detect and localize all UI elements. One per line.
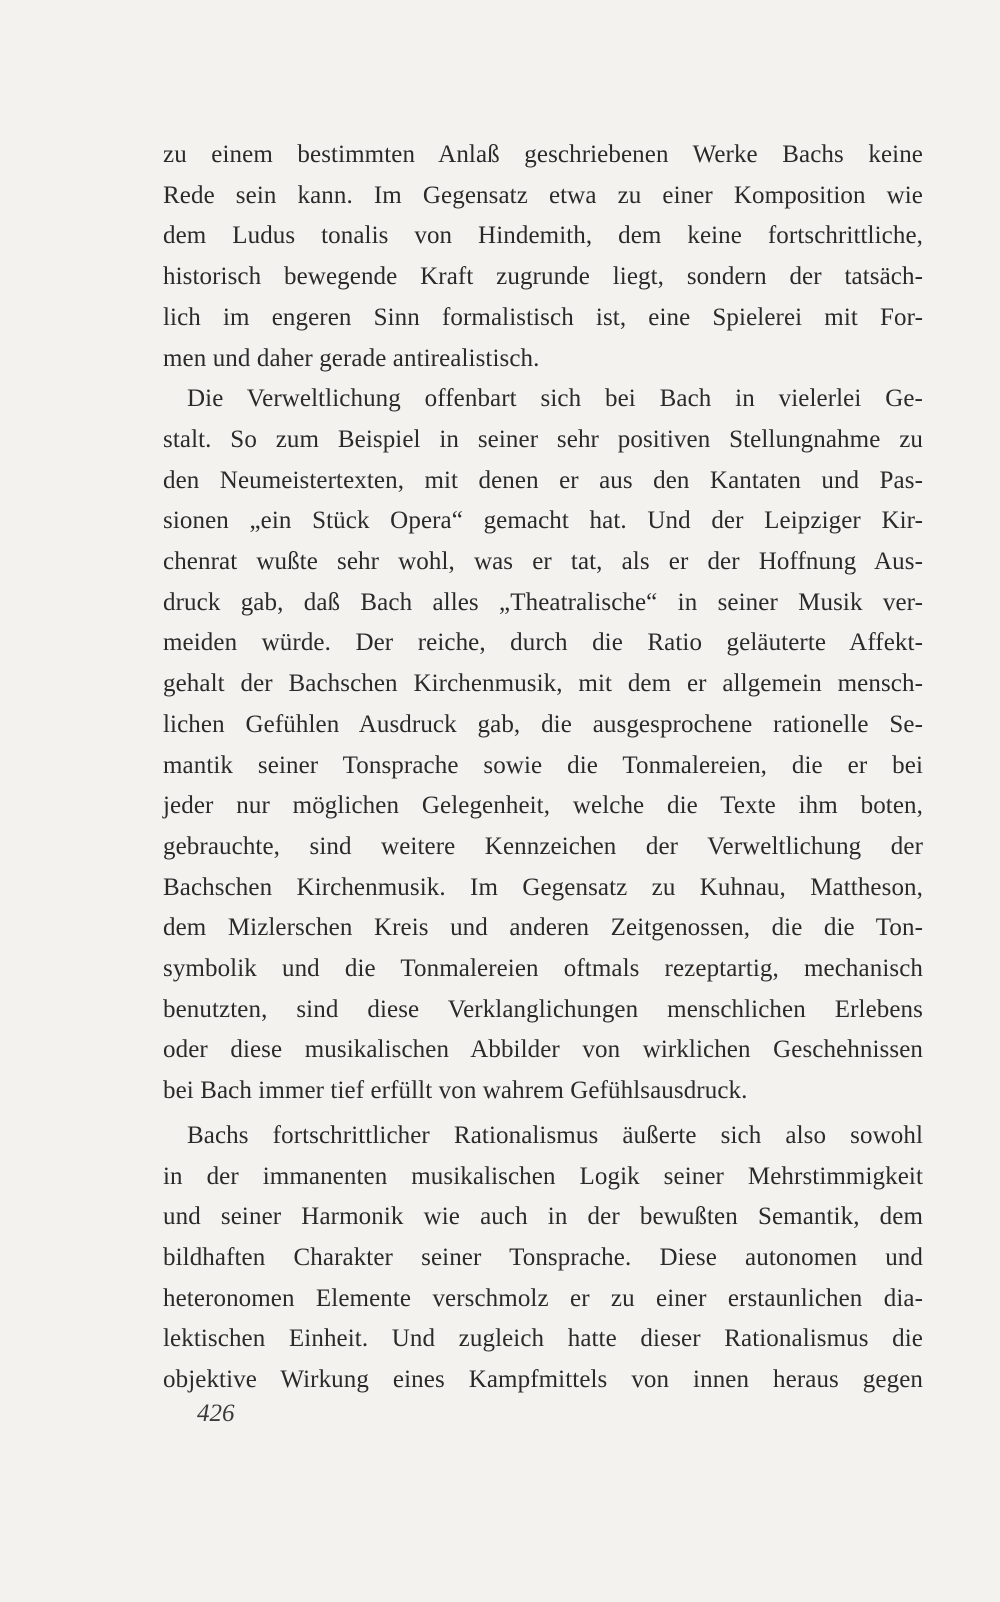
text-line: men und daher gerade antirealistisch. <box>163 344 540 372</box>
text-line: symbolik und die Tonmalereien oftmals rezeptartig, mechanisch <box>163 955 923 983</box>
text-line: bildhaften Charakter seiner Tonsprache. Diese autonomen und <box>163 1243 923 1271</box>
text-line: druck gab, daß Bach alles „Theatralische“ in seiner Musik ver- <box>163 588 923 616</box>
text-line: und seiner Harmonik wie auch in der bewußten Semantik, dem <box>163 1203 923 1231</box>
paragraph-2 <box>163 379 923 1112</box>
text-line: Rede sein kann. Im Gegensatz etwa zu einer Komposition wie <box>163 181 923 209</box>
text-line: lektischen Einheit. Und zugleich hatte dieser Rationalismus die <box>163 1325 923 1353</box>
text-line: den Neumeistertexten, mit denen er aus den Kantaten und Pas- <box>163 466 923 494</box>
text-line: chenrat wußte sehr wohl, was er tat, als er der Hoffnung Aus- <box>163 548 923 576</box>
text-line: Bachs fortschrittlicher Rationalismus äußerte sich also sowohl <box>187 1121 923 1149</box>
body-text <box>163 135 923 1401</box>
text-line: oder diese musikalischen Abbilder von wirklichen Geschehnissen <box>163 1036 923 1064</box>
text-line: gehalt der Bachschen Kirchenmusik, mit dem er allgemein mensch- <box>163 670 923 698</box>
text-line: stalt. So zum Beispiel in seiner sehr positiven Stellungnahme zu <box>163 425 923 453</box>
text-line: Die Verweltlichung offenbart sich bei Bach in vielerlei Ge- <box>187 385 923 413</box>
text-line: sionen „ein Stück Opera“ gemacht hat. Und der Leipziger Kir- <box>163 507 923 535</box>
text-line: zu einem bestimmten Anlaß geschriebenen Werke Bachs keine <box>163 141 923 168</box>
page-number: 426 <box>197 1400 235 1427</box>
text-line: benutzten, sind diese Verklanglichungen menschlichen Erlebens <box>163 995 923 1023</box>
text-line: heteronomen Elemente verschmolz er zu einer erstaunlichen dia- <box>163 1284 923 1312</box>
text-line: meiden würde. Der reiche, durch die Ratio geläuterte Affekt- <box>163 629 923 657</box>
text-line: Bachschen Kirchenmusik. Im Gegensatz zu Kuhnau, Mattheson, <box>163 873 923 901</box>
text-line: jeder nur möglichen Gelegenheit, welche die Texte ihm boten, <box>163 792 923 820</box>
text-line: bei Bach immer tief erfüllt von wahrem Gefühlsausdruck. <box>163 1077 748 1105</box>
text-line: dem Mizlerschen Kreis und anderen Zeitgenossen, die die Ton- <box>163 914 923 942</box>
text-line: lich im engeren Sinn formalistisch ist, eine Spielerei mit For- <box>163 303 923 331</box>
paragraph-1 <box>163 135 923 379</box>
text-line: objektive Wirkung eines Kampfmittels von innen heraus gegen <box>163 1366 923 1394</box>
paragraph-3 <box>163 1116 923 1401</box>
text-line: mantik seiner Tonsprache sowie die Tonmalereien, die er bei <box>163 751 923 779</box>
text-line: lichen Gefühlen Ausdruck gab, die ausgesprochene rationelle Se- <box>163 710 923 738</box>
text-line: gebrauchte, sind weitere Kennzeichen der Verweltlichung der <box>163 832 923 860</box>
text-line: dem Ludus tonalis von Hindemith, dem keine fortschrittliche, <box>163 222 923 250</box>
text-line: in der immanenten musikalischen Logik seiner Mehrstimmigkeit <box>163 1162 923 1190</box>
text-line: historisch bewegende Kraft zugrunde liegt, sondern der tatsäch- <box>163 263 923 291</box>
